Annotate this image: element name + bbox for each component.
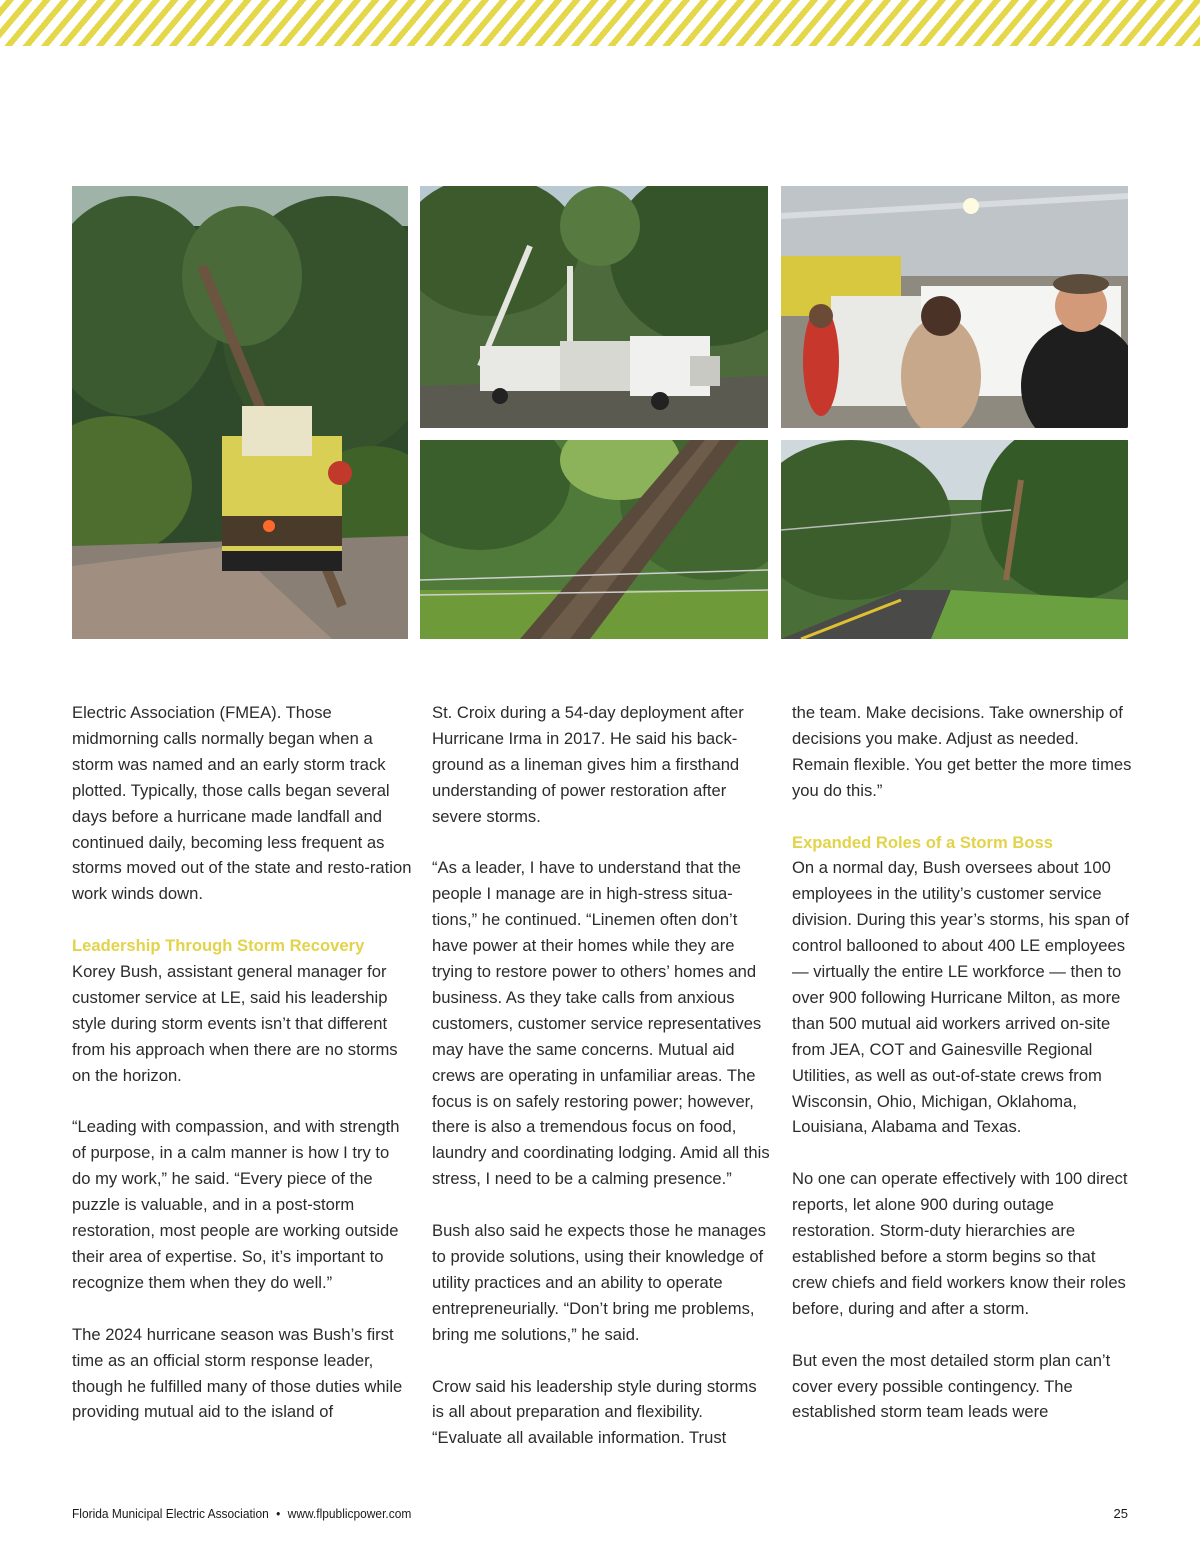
paragraph: The 2024 hurricane season was Bush’s first time as an official storm response leader, though he fulfilled many of those duties while providing mutual aid to the island of — [72, 1324, 403, 1422]
footer-org-name: Florida Municipal Electric Association — [72, 1506, 269, 1521]
article-column-2 — [432, 700, 772, 1477]
paragraph: But even the most detailed storm plan can’t cover every possible contingency. The established storm team leads were — [792, 1350, 1111, 1422]
section-heading: Leadership Through Storm Recovery — [72, 936, 365, 956]
paragraph: the team. Make decisions. Take ownership of decisions you make. Adjust as needed. Remain flexible. You get better the more times you do this.” — [792, 703, 1132, 800]
photo-linemen-in-garage — [781, 186, 1128, 428]
footer-separator: • — [276, 1506, 281, 1521]
photo-leaning-pole-on-road — [781, 440, 1128, 639]
paragraph: On a normal day, Bush oversees about 100 employees in the utility’s customer service division. During this year’s storms, his span of control ballooned to about 400 LE employees — virtually the entire LE workforce — then to over 900 following Hurricane Milton, as more than 500 mutual aid workers arrived on-site from JEA, COT and Gainesville Regional Utilities, as well as out-of-state crews from Wisconsin, Ohio, Michigan, Oklahoma, Louisiana, Alabama and Texas. — [792, 858, 1129, 1137]
paragraph: St. Croix during a 54-day deployment after Hurricane Irma in 2017. He said his back-ground as a lineman gives him a firsthand understanding of power restoration after severe storms. — [432, 703, 744, 826]
photo-bucket-trucks-restoration — [420, 186, 768, 428]
footer-url[interactable]: www.flpublicpower.com — [287, 1506, 412, 1521]
paragraph: Electric Association (FMEA). Those midmorning calls normally began when a storm was named and an early storm track plotted. Typically, those calls began several days before a hurricane made landfall and continued daily, becoming less frequent as storms moved out of the state and resto-ration work winds down. — [72, 703, 412, 904]
paragraph: “As a leader, I have to understand that the people I manage are in high-stress situa-tions,” he continued. “Linemen often don’t have power at their homes while they are trying to restore power to others’ homes and business. As they take calls from anxious customers, customer service representatives may have the same concerns. Mutual aid crews are operating in unfamiliar areas. The focus is on safely restoring power; however, there is also a tremendous focus on food, laundry and coordinating lodging. Amid all this stress, I need to be a calming presence.” — [432, 858, 770, 1189]
paragraph: Crow said his leadership style during storms is all about preparation and flexibility. “Evaluate all available information. Trust — [432, 1376, 757, 1448]
paragraph: No one can operate effectively with 100 direct reports, let alone 900 during outage restoration. Storm-duty hierarchies are established before a storm begins so that crew chiefs and field workers know their roles before, during and after a storm. — [792, 1169, 1128, 1318]
article-column-1 — [72, 700, 412, 1451]
page-number: 25 — [1113, 1506, 1128, 1521]
section-heading: Expanded Roles of a Storm Boss — [792, 832, 1053, 852]
article-column-3 — [792, 700, 1132, 1451]
paragraph: Korey Bush, assistant general manager for customer service at LE, said his leadership style during storm events isn’t that different from his approach when there are no storms on the horizon. — [72, 962, 398, 1085]
photo-bucket-truck-leaning-pole — [72, 186, 408, 639]
photo-fallen-tree-on-lines — [420, 440, 768, 639]
decorative-stripe-band — [0, 0, 1200, 46]
paragraph: Bush also said he expects those he manages to provide solutions, using their knowledge of utility practices and an ability to operate entrepreneurially. “Don’t bring me problems, bring me solutions,” he said. — [432, 1221, 766, 1344]
paragraph: “Leading with compassion, and with strength of purpose, in a calm manner is how I try to do my work,” he said. “Every piece of the puzzle is valuable, and in a post-storm restoration, most people are working outside their area of expertise. So, it’s important to recognize them when they do well.” — [72, 1117, 400, 1292]
page-footer — [72, 1506, 1128, 1521]
